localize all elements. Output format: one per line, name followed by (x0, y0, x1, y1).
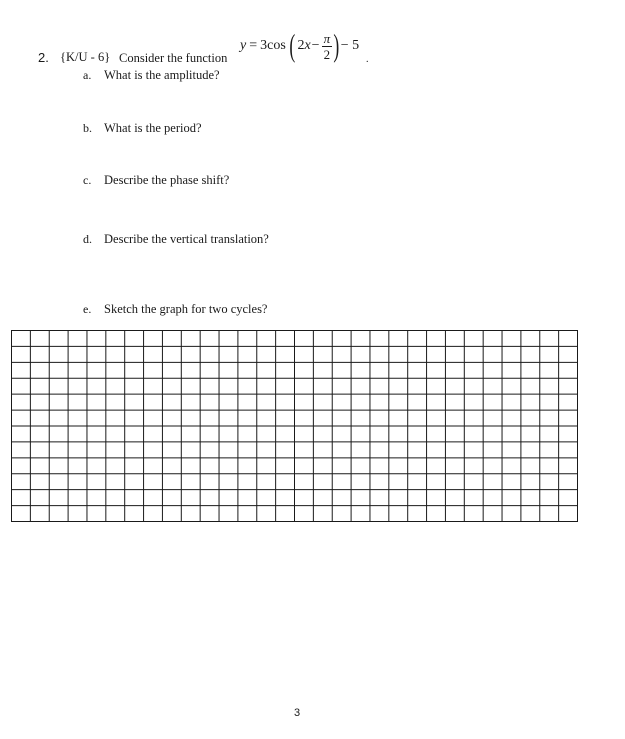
formula-open-paren: ( (289, 27, 296, 63)
formula-frac-num: π (323, 30, 331, 46)
formula-coefficient: 3 (260, 38, 268, 53)
part-b-letter: b. (83, 121, 92, 135)
part-d-text: Describe the vertical translation? (104, 232, 269, 246)
formula-inner-var: x (304, 38, 311, 53)
part-a-text: What is the amplitude? (104, 68, 220, 82)
formula-tail: − 5 (340, 38, 360, 53)
part-d-letter: d. (83, 232, 92, 246)
question-number: 2. (38, 50, 49, 65)
formula-lhs: y (240, 38, 247, 53)
formula-minus: − (311, 38, 320, 53)
part-a-letter: a. (83, 68, 92, 82)
formula-fraction (322, 32, 333, 61)
question-stem: Consider the function (119, 51, 228, 65)
graph-paper-grid[interactable] (11, 330, 578, 522)
part-e-letter: e. (83, 302, 92, 316)
formula-frac-den: 2 (323, 46, 331, 62)
formula-equals: = (249, 38, 258, 53)
page-number: 3 (294, 707, 301, 719)
part-e-text: Sketch the graph for two cycles? (104, 302, 268, 316)
formula-close-paren: ) (333, 27, 340, 63)
function-formula (240, 29, 359, 63)
part-c-text: Describe the phase shift? (104, 173, 230, 187)
formula-trailing-dot: . (366, 54, 369, 65)
question-tag: {K/U - 6} (60, 50, 111, 64)
formula-inner-term: 2 (297, 38, 305, 53)
part-b-text: What is the period? (104, 121, 202, 135)
formula-func: cos (267, 38, 286, 53)
part-c-letter: c. (83, 173, 92, 187)
